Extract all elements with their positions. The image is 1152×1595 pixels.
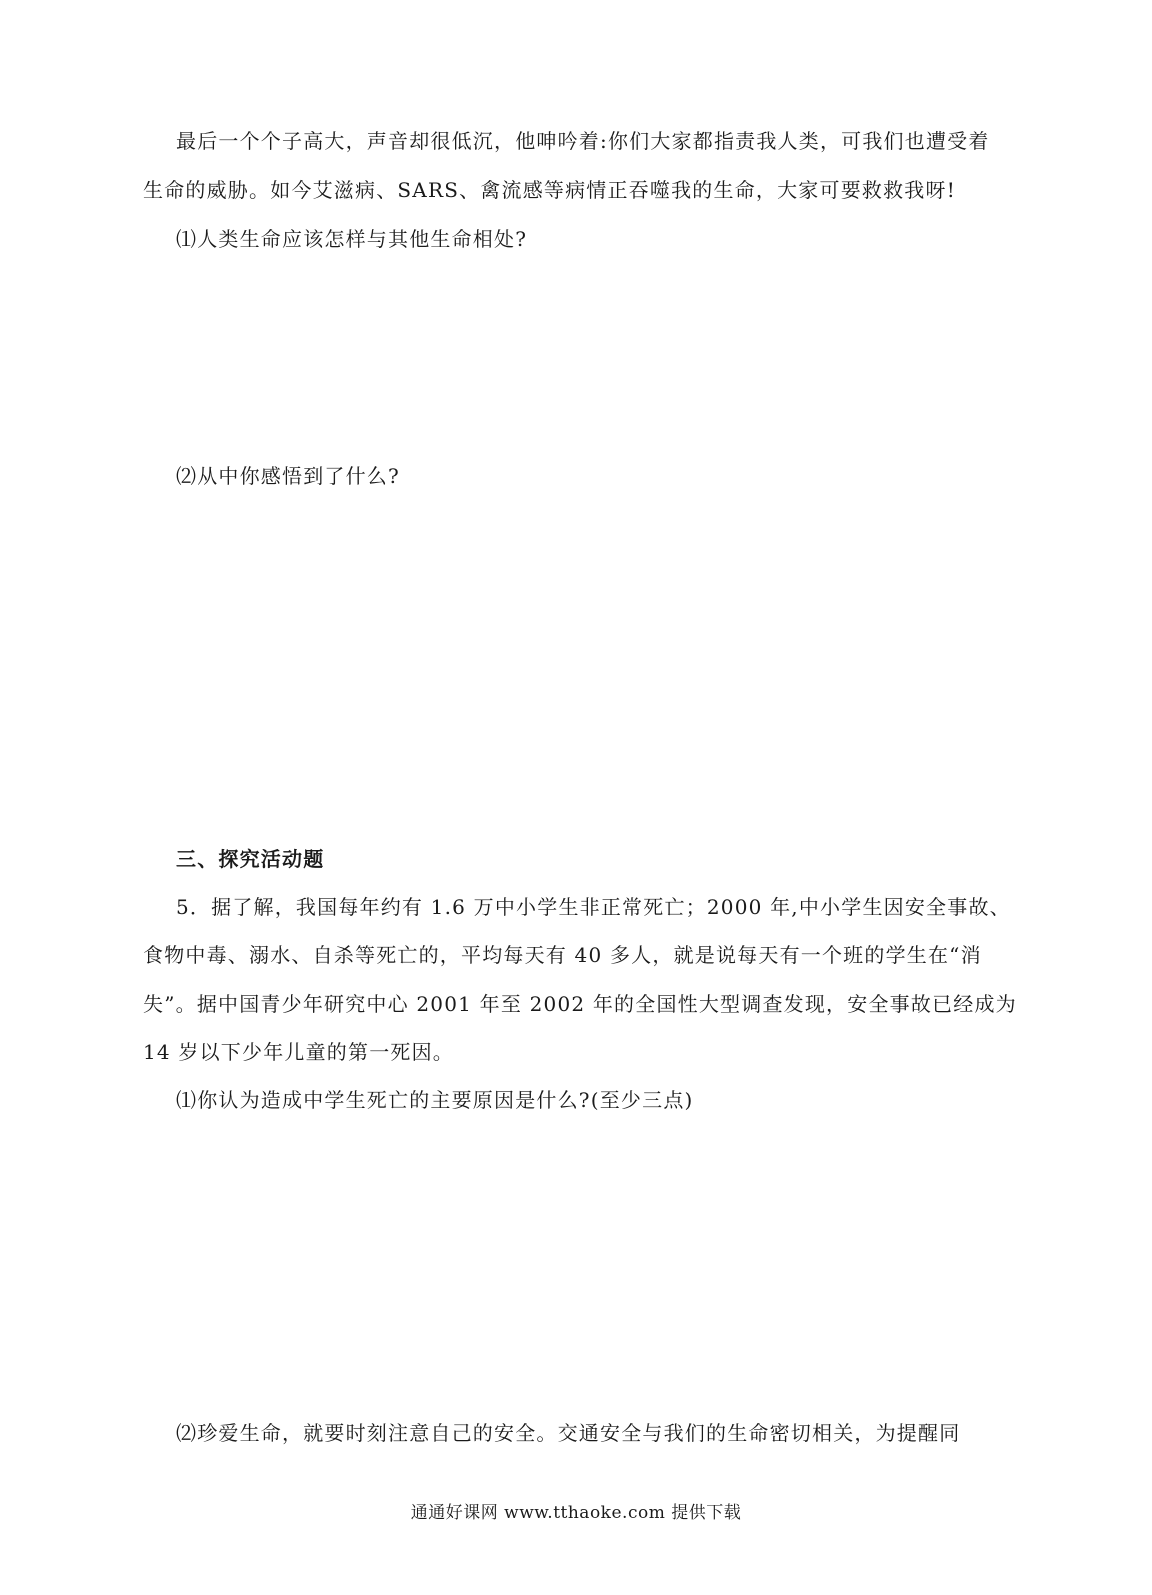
problem-line: 5．据了解，我国每年约有 1.6 万中小学生非正常死亡；2000 年,中小学生因安全事故、 [176,895,1011,919]
question-text: ⑵从中你感悟到了什么? [176,464,400,488]
question-text: ⑴你认为造成中学生死亡的主要原因是什么?(至少三点) [176,1088,694,1112]
problem-line: 失”。据中国青少年研究中心 2001 年至 2002 年的全国性大型调查发现，安全事故已经成为 [143,992,1017,1016]
problem-line: 14 岁以下少年儿童的第一死因。 [143,1040,455,1064]
problem-line: 食物中毒、溺水、自杀等死亡的，平均每天有 40 多人，就是说每天有一个班的学生在“消 [143,943,982,967]
paragraph-line: 生命的威胁。如今艾滋病、SARS、禽流感等病情正吞噬我的生命，大家可要救救我呀! [143,178,956,202]
question-text: ⑴人类生命应该怎样与其他生命相处? [176,227,528,251]
paragraph-line: 最后一个个子高大，声音却很低沉，他呻吟着:你们大家都指责我人类，可我们也遭受着 [176,129,990,153]
page-footer: 通通好课网 www.tthaoke.com 提供下载 [410,1503,742,1523]
section-heading: 三、探究活动题 [176,847,325,871]
question-text: ⑵珍爱生命，就要时刻注意自己的安全。交通安全与我们的生命密切相关，为提醒同 [176,1421,961,1445]
